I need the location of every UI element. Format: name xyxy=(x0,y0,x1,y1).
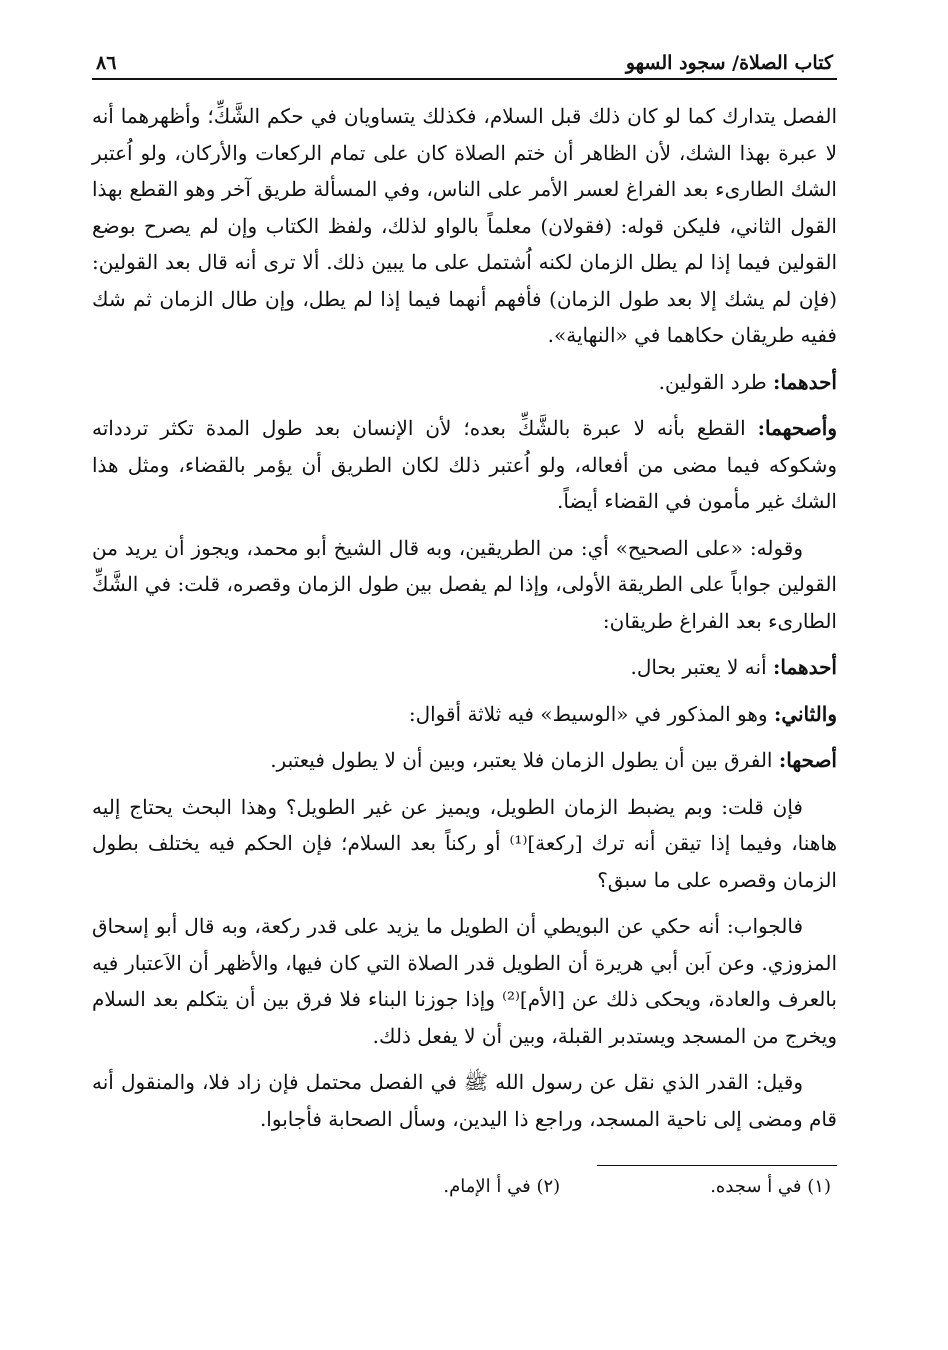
paragraph xyxy=(92,98,837,354)
paragraph xyxy=(92,696,837,733)
body-text xyxy=(92,98,837,1137)
paragraph-text: فالجواب: أنه حكي عن البويطي أن الطويل ما يزيد على قدر ركعة، وبه قال أبو إسحاق المزوزي. وعن اَبن أبي هريرة أن الطويل قدر الصلاة التي كان فيها، والأظهر أن الاَعتبار فيه بالعرف والعادة، ويحكى ذلك عن [الأم]⁽²⁾ وإذا جوزنا البناء فلا فرق بين أن يتكلم بعد السلام ويخرج من المسجد ويستدبر القبلة، وبين أن لا يفعل ذلك. xyxy=(92,914,837,1048)
paragraph-text: وقيل: القدر الذي نقل عن رسول الله ﷺ في الفصل محتمل فإن زاد فلا، والمنقول أنه قام ومضى إلى ناحية المسجد، وراجع ذا اليدين، وسأل الصحابة فأجابوا. xyxy=(92,1070,837,1131)
paragraph-lead: والثاني: xyxy=(773,701,837,726)
page-number: ٨٦ xyxy=(96,52,117,74)
footnote-2: (٢) في أ الإمام. xyxy=(443,1176,561,1197)
running-header xyxy=(92,40,837,74)
paragraph-text: وهو المذكور في «الوسيط» فيه ثلاثة أقوال: xyxy=(408,701,768,726)
paragraph-text: فإن قلت: وبم يضبط الزمان الطويل، ويميز عن غير الطويل؟ وهذا البحث يحتاج إليه هاهنا، وفيما إذا تيقن أنه ترك [ركعة]⁽¹⁾ أو ركناً بعد السلام؛ فإن الحكم فيه يختلف بطول الزمان وقصره على ما سبق؟ xyxy=(92,794,837,892)
paragraph-text: القطع بأنه لا عبرة بالشَّكِّ بعده؛ لأن الإنسان بعد طول المدة تكثر تردداته وشكوكه فيما مضى من أفعاله، ولو اُعتبر ذلك لكان الطريق أن يؤمر بالقضاء، ومثل هذا الشك غير مأمون في القضاء أيضاً. xyxy=(92,416,837,513)
paragraph-lead: أحدهما: xyxy=(772,369,837,394)
footnotes xyxy=(92,1176,837,1197)
paragraph xyxy=(92,649,837,686)
paragraph xyxy=(92,364,837,401)
paragraph xyxy=(92,1064,837,1137)
footnote-rule xyxy=(597,1165,837,1166)
document-page xyxy=(92,40,837,1310)
header-rule xyxy=(92,78,837,80)
paragraph-text: الفصل يتدارك كما لو كان ذلك قبل السلام، فكذلك يتساويان في حكم الشَّكِّ؛ وأظهرهما أنه لا عبرة بهذا الشك، لأن الظاهر أن ختم الصلاة كان على تمام الركعات والأركان، ولو اُعتبر الشك الطارىء بعد الفراغ لعسر الأمر على الناس، وفي المسألة طريق آخر وهو القطع بهذا القول الثاني، فليكن قوله: (فقولان) معلماً بالواو لذلك، ولفظ الكتاب وإن لم يصرح بوضع القولين فيما إذا لم يطل الزمان لكنه اُشتمل على ما يبين ذلك. ألا ترى أنه قال بعد القولين: (فإن لم يشك إلا بعد طول الزمان) فأفهم أنهما فيما إذا لم يطل، وإن طال الزمان ثم شك ففيه طريقان حكاهما في «النهاية». xyxy=(92,104,837,347)
paragraph xyxy=(92,908,837,1054)
paragraph-text: وقوله: «على الصحيح» أي: من الطريقين، وبه قال الشيخ أبو محمد، ويجوز أن يريد من القولين جواباً على الطريقة الأولى، وإذا لم يفصل بين طول الزمان وقصره، قلت: في الشَّكِّ الطارىء بعد الفراغ طريقان: xyxy=(92,535,837,633)
paragraph-lead: أحدهما: xyxy=(772,655,837,679)
paragraph-text: الفرق بين أن يطول الزمان فلا يعتبر، وبين أن لا يطول فيعتبر. xyxy=(270,748,773,772)
paragraph-lead: أصحها: xyxy=(778,748,837,772)
paragraph xyxy=(92,530,837,640)
paragraph xyxy=(92,410,837,520)
paragraph-text: طرد القولين. xyxy=(658,369,767,394)
book-title: كتاب الصلاة/ سجود السهو xyxy=(625,52,833,74)
paragraph xyxy=(92,742,837,779)
paragraph-text: أنه لا يعتبر بحال. xyxy=(630,655,767,679)
paragraph xyxy=(92,789,837,899)
footnote-1: (١) في أ سجده. xyxy=(710,1176,831,1197)
paragraph-lead: وأصحهما: xyxy=(757,416,837,440)
